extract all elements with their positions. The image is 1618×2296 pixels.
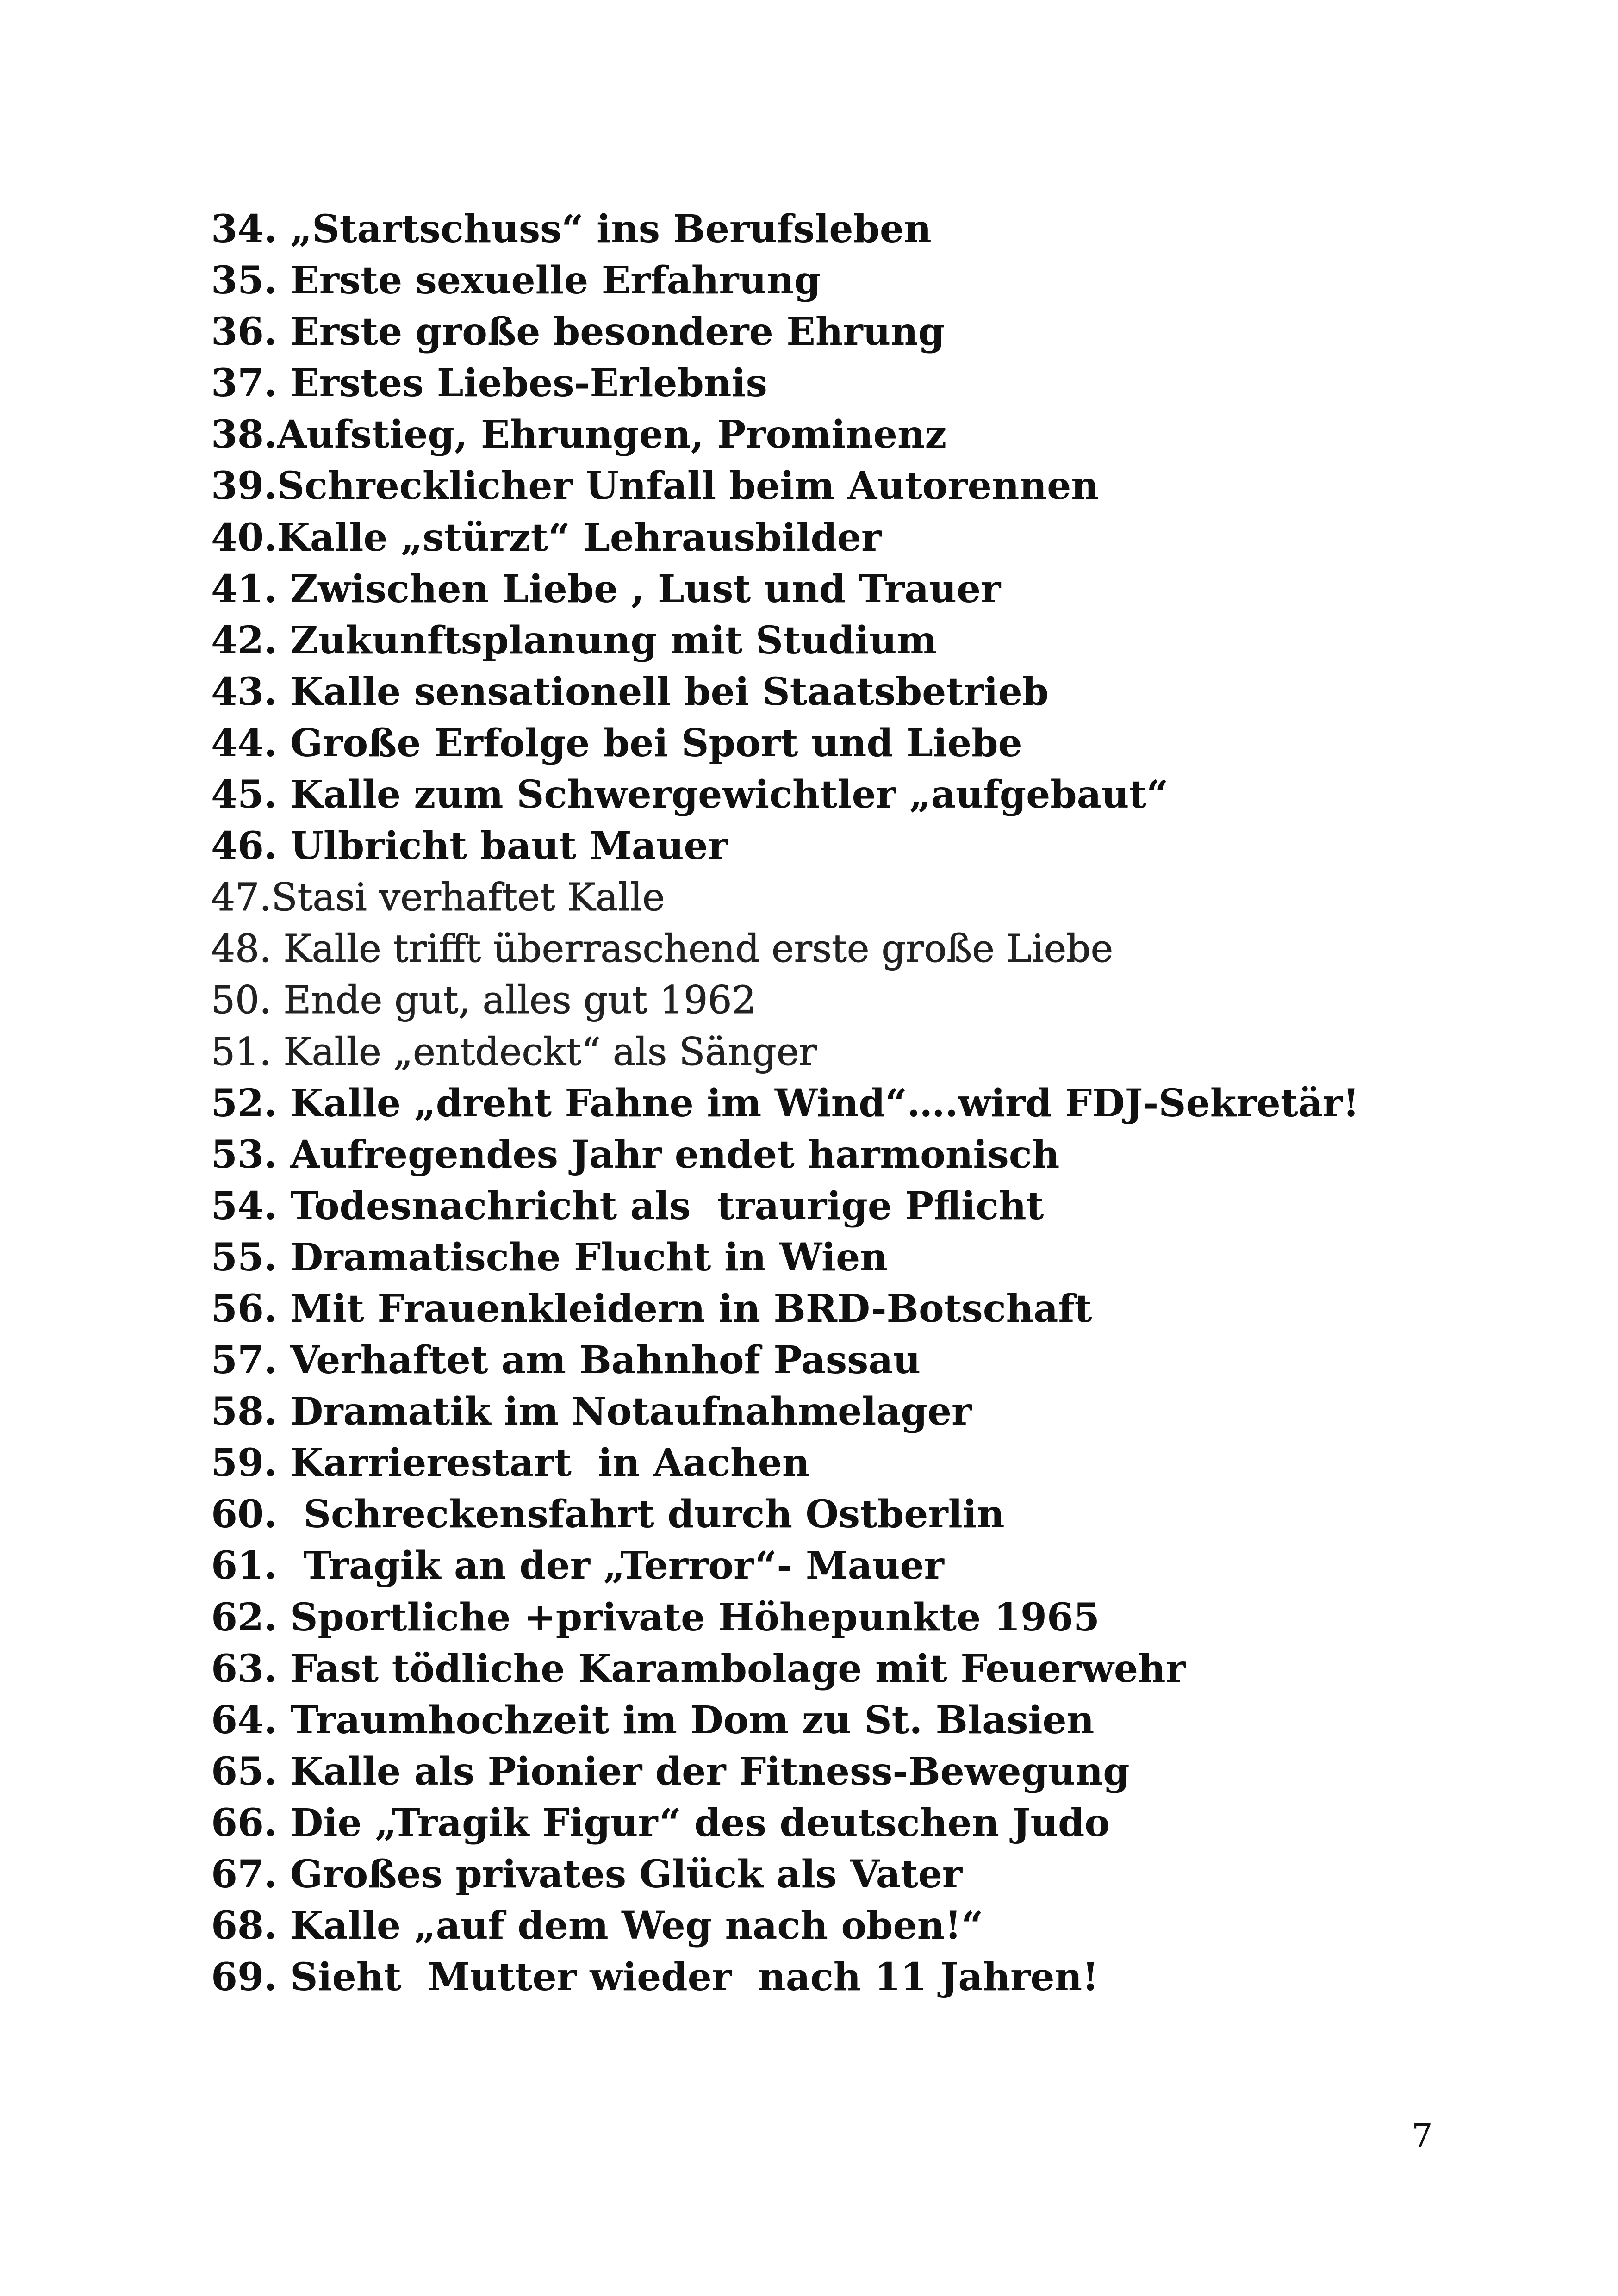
toc-entry: 67. Großes privates Glück als Vater: [211, 1852, 963, 1897]
toc-entry: 48. Kalle trifft überraschend erste große Liebe: [211, 927, 1114, 971]
toc-entry: 37. Erstes Liebes-Erlebnis: [211, 361, 767, 406]
toc-entry: 66. Die „Tragik Figur“ des deutschen Judo: [211, 1800, 1110, 1845]
toc-entry: 54. Todesnachricht als traurige Pflicht: [211, 1183, 1044, 1228]
toc-entry: 42. Zukunftsplanung mit Studium: [211, 618, 937, 663]
toc-entry: 35. Erste sexuelle Erfahrung: [211, 258, 821, 303]
toc-entry: 68. Kalle „auf dem Weg nach oben!“: [211, 1904, 983, 1948]
toc-entry: 52. Kalle „dreht Fahne im Wind“….wird FDJ-Sekretär!: [211, 1081, 1360, 1126]
toc-entry: 59. Karrierestart in Aachen: [211, 1441, 810, 1486]
toc-entry: 39.Schrecklicher Unfall beim Autorennen: [211, 464, 1099, 509]
toc-entry: 36. Erste große besondere Ehrung: [211, 310, 945, 355]
toc-entry: 51. Kalle „entdeckt“ als Sänger: [211, 1030, 817, 1074]
toc-entry: 47.Stasi verhaftet Kalle: [211, 876, 665, 920]
toc-entry: 46. Ulbricht baut Mauer: [211, 824, 728, 869]
toc-entry: 69. Sieht Mutter wieder nach 11 Jahren!: [211, 1955, 1099, 2000]
toc-entry: 58. Dramatik im Notaufnahmelager: [211, 1389, 972, 1434]
toc-entry: 61. Tragik an der „Terror“- Mauer: [211, 1543, 944, 1588]
toc-entry: 38.Aufstieg, Ehrungen, Prominenz: [211, 412, 947, 457]
toc-entry: 34. „Startschuss“ ins Berufsleben: [211, 207, 932, 251]
toc-entry: 50. Ende gut, alles gut 1962: [211, 978, 756, 1023]
toc-entry: 60. Schreckensfahrt durch Ostberlin: [211, 1492, 1005, 1537]
table-of-contents: [211, 204, 1553, 2003]
toc-entry: 62. Sportliche +private Höhepunkte 1965: [211, 1595, 1100, 1640]
toc-entry: 63. Fast tödliche Karambolage mit Feuerwehr: [211, 1646, 1186, 1691]
toc-entry: 45. Kalle zum Schwergewichtler „aufgebaut“: [211, 772, 1169, 817]
toc-entry: 56. Mit Frauenkleidern in BRD-Botschaft: [211, 1286, 1092, 1331]
toc-entry: 64. Traumhochzeit im Dom zu St. Blasien: [211, 1698, 1095, 1742]
page-number: 7: [1412, 2116, 1433, 2155]
toc-entry: 57. Verhaftet am Bahnhof Passau: [211, 1338, 921, 1383]
toc-entry: 44. Große Erfolge bei Sport und Liebe: [211, 721, 1022, 765]
toc-entry: 53. Aufregendes Jahr endet harmonisch: [211, 1132, 1060, 1177]
toc-entry: 40.Kalle „stürzt“ Lehrausbilder: [211, 515, 882, 560]
toc-entry: 65. Kalle als Pionier der Fitness-Bewegung: [211, 1749, 1130, 1794]
toc-entry: 55. Dramatische Flucht in Wien: [211, 1235, 888, 1280]
toc-entry: 43. Kalle sensationell bei Staatsbetrieb: [211, 669, 1049, 714]
toc-entry: 41. Zwischen Liebe , Lust und Trauer: [211, 566, 1001, 611]
